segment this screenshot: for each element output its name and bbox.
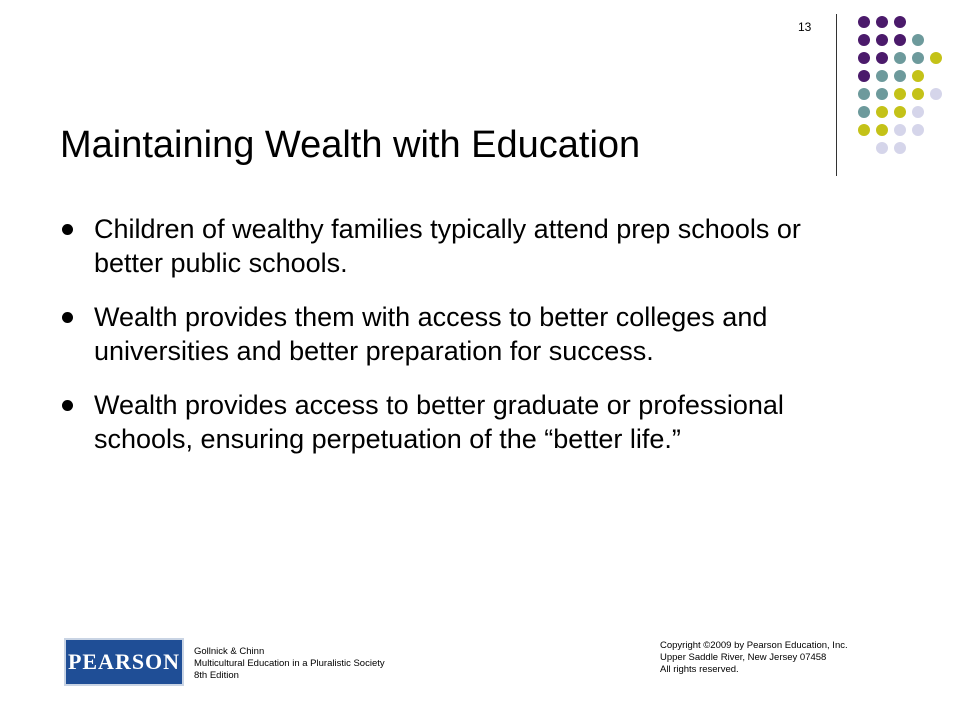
bullet-text: Wealth provides them with access to better colleges and universities and better preparation for success. <box>94 302 768 366</box>
decorative-dot-icon <box>894 52 906 64</box>
decorative-dot-icon <box>894 124 906 136</box>
logo-text: PEARSON <box>67 649 181 674</box>
bullet-list <box>60 212 860 476</box>
decorative-dot-icon <box>858 88 870 100</box>
decorative-dot-icon <box>912 34 924 46</box>
decorative-dot-icon <box>912 124 924 136</box>
decorative-dot-icon <box>894 142 906 154</box>
copyright-line: Copyright ©2009 by Pearson Education, Inc. <box>660 640 848 651</box>
decorative-dot-icon <box>858 34 870 46</box>
decorative-dot-icon <box>858 16 870 28</box>
header-divider <box>836 14 837 176</box>
decorative-dot-icon <box>912 52 924 64</box>
decorative-dot-icon <box>876 88 888 100</box>
bullet-dot-icon <box>62 224 73 235</box>
decorative-dot-icon <box>930 88 942 100</box>
decorative-dot-icon <box>876 70 888 82</box>
decorative-dot-icon <box>894 106 906 118</box>
copyright-line: All rights reserved. <box>660 664 739 675</box>
decorative-dot-icon <box>858 106 870 118</box>
decorative-dot-icon <box>930 52 942 64</box>
bullet-text: Wealth provides access to better graduate or professional schools, ensuring perpetuation of the “better life.” <box>94 390 784 454</box>
decorative-dot-icon <box>876 34 888 46</box>
bullet-dot-icon <box>62 400 73 411</box>
decorative-dot-icon <box>912 106 924 118</box>
bullet-dot-icon <box>62 312 73 323</box>
bullet-item <box>60 300 860 368</box>
book-info <box>194 646 454 682</box>
decorative-dot-icon <box>912 70 924 82</box>
decorative-dot-icon <box>876 16 888 28</box>
decorative-dot-icon <box>894 34 906 46</box>
decorative-dot-icon <box>858 52 870 64</box>
decorative-dot-icon <box>876 52 888 64</box>
page-number: 13 <box>798 20 812 34</box>
decorative-dot-icon <box>894 70 906 82</box>
bullet-item <box>60 212 860 280</box>
decorative-dot-icon <box>876 106 888 118</box>
decorative-dot-icon <box>876 124 888 136</box>
decorative-dot-icon <box>858 124 870 136</box>
pearson-logo <box>64 638 184 686</box>
copyright-line: Upper Saddle River, New Jersey 07458 <box>660 652 827 663</box>
decorative-dot-icon <box>894 88 906 100</box>
decorative-dot-icon <box>876 142 888 154</box>
decorative-dot-icon <box>894 16 906 28</box>
book-title: Multicultural Education in a Pluralistic Society <box>194 658 385 669</box>
copyright-info <box>660 640 900 676</box>
book-authors: Gollnick & Chinn <box>194 646 265 657</box>
bullet-text: Children of wealthy families typically attend prep schools or better public schools. <box>94 214 801 278</box>
bullet-item <box>60 388 860 456</box>
decorative-dot-icon <box>912 88 924 100</box>
decorative-dot-icon <box>858 70 870 82</box>
slide-title: Maintaining Wealth with Education <box>60 124 641 166</box>
book-edition: 8th Edition <box>194 670 239 681</box>
